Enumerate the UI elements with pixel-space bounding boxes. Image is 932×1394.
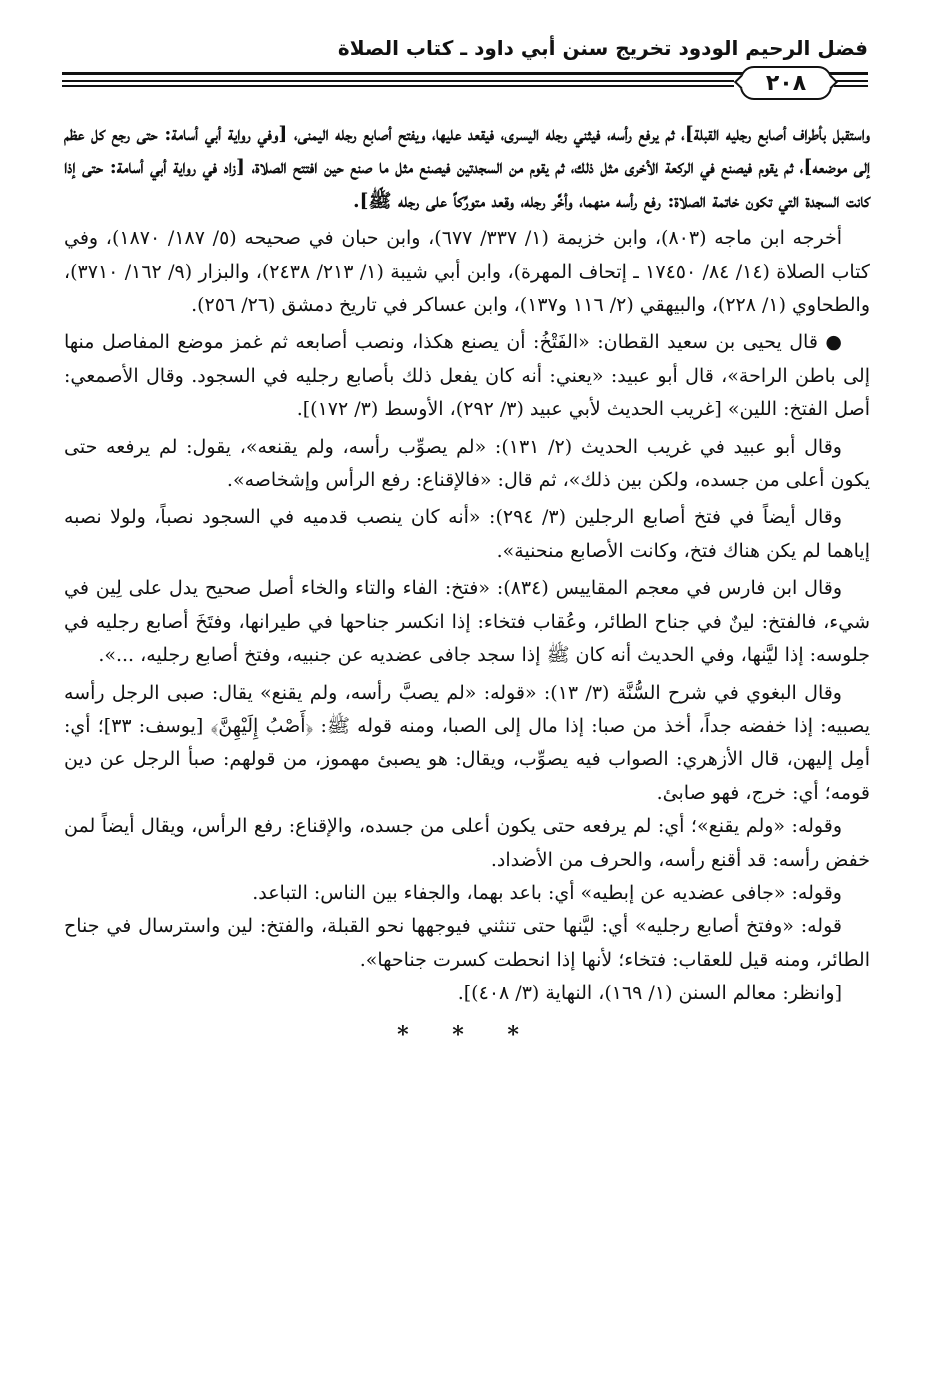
page-header: [62, 34, 868, 70]
commentary-paragraph: وقال البغوي في شرح السُّنَّة (٣/ ١٣): «قوله: «لم يصبَّ رأسه، ولم يقنع» يقال: صبى الرجل رأسه يصبيه: إذا خفضه جداً، أخذ من صبا: إذا مال إلى الصبا، ومنه قوله ﷺ: ﴿أَصْبُ إِلَيْهِنَّ﴾ [يوسف: ٣٣]؛ أي: أمِل إليهن، قال الأزهري: الصواب فيه يصوِّب، ويقال: هو يصبئ مهموز، من قولهم: صبأ الرجل عن دين قومه؛ أي: خرج، فهو صابئ.: [64, 681, 870, 804]
reference-paragraph: [وانظر: معالم السنن (١/ ١٦٩)، النهاية (٣/ ٤٠٨)].: [457, 982, 842, 1005]
commentary-paragraph: قوله: «وفتخ أصابع رجليه» أي: ليَّنها حتى تنثني فيوجهها نحو القبلة، والفتخ: لين واسترسال في جناح الطائر، ومنه قيل للعقاب: فتخاء؛ لأنها إذا انحطت كسرت جناحها».: [64, 915, 870, 971]
takhrij-paragraph: أخرجه ابن ماجه (٨٠٣)، وابن خزيمة (١/ ٣٣٧/ ٦٧٧)، وابن حبان في صحيحه (٥/ ١٨٧/ ١٨٧٠)، وفي كتاب الصلاة (١٤/ ٨٤/ ١٧٤٥٠ ـ إتحاف المهرة)، وابن أبي شيبة (١/ ٢١٣/ ٢٤٣٨)، والبزار (٩/ ١٦٢/ ٣٧١٠)، والطحاوي (١/ ٢٢٨)، والبيهقي (٢/ ١١٦ و١٣٧)، وابن عساكر في تاريخ دمشق (٢٦/ ٢٥٦).: [64, 227, 870, 317]
header-rule-double: [62, 85, 734, 87]
commentary-paragraph: وقوله: «ولم يقنع»؛ أي: لم يرفعه حتى يكون أعلى من جسده، والإقناع: رفع الرأس، ويقال أيضاً لمن خفض رأسه: قد أقنع رأسه، والحرف من الأضداد.: [64, 815, 870, 871]
header-rule-double: [834, 80, 868, 82]
page-number: ٢٠٨: [765, 70, 807, 96]
running-title: فضل الرحيم الودود تخريج سنن أبي داود ـ كتاب الصلاة: [337, 36, 868, 60]
commentary-paragraph: ● قال يحيى بن سعيد القطان: «الفَتْخُ: أن يصنع هكذا، ونصب أصابعه ثم غمز موضع المفاصل منها إلى باطن الراحة»، قال أبو عبيد: «يعني: أنه كان يفعل ذلك بأصابع رجليه في السجود. وقال الأصمعي: أصل الفتخ: اللين» [غريب الحديث لأبي عبيد (٣/ ٢٩٢)، الأوسط (٣/ ١٧٢)].: [64, 331, 870, 421]
commentary-paragraph: وقال ابن فارس في معجم المقاييس (٨٣٤): «فتخ: الفاء والتاء والخاء أصل صحيح يدل على لِين في شيء، فالفتخ: لينٌ في جناح الطائر، وعُقاب فتخاء: إذا انكسر جناحها في طيرانها، وفتَخَ أصابع رجليه في جلوسه: إذا ليَّنها، وفي الحديث أنه كان ﷺ إذا سجد جافى عضديه عن جنبيه، وفتخ أصابع رجليه، ...».: [64, 577, 870, 667]
section-separator-stars: * * *: [397, 1021, 537, 1048]
header-rule-double: [834, 85, 868, 87]
page-body: [64, 118, 870, 1052]
commentary-paragraph: وقوله: «جافى عضديه عن إبطيه» أي: باعد بهما، والجفاء بين الناس: التباعد.: [252, 881, 842, 904]
hadith-text: واستقبل بأطراف أصابع رجليه القبلة]، ثم يرفع رأسه، فيثني رجله اليسرى، فيقعد عليها، ويفتح أصابع رجله اليمنى، [وفي رواية أبي أسامة: حتى رجع كل عظم إلى موضعه]، ثم يقوم فيصنع في الركعة الأخرى مثل ذلك، ثم يقوم من السجدتين فيصنع مثل ما صنع حين افتتح الصلاة، [زاد في رواية أبي أسامة: حتى إذا كانت السجدة التي تكون خاتمة الصلاة: رفع رأسه منهما، وأخَّر رجله، وقعد متورِّكاً على رجله ﷺ].: [64, 123, 870, 212]
page-number-badge: [740, 66, 832, 100]
commentary-paragraph: وقال أبو عبيد في غريب الحديث (٢/ ١٣١): «لم يصوِّب رأسه، ولم يقنعه»، يقول: لم يرفعه حتى يكون أعلى من جسده، ولكن بين ذلك»، ثم قال: «فالإقناع: رفع الرأس وإشخاصه».: [64, 435, 870, 492]
commentary-paragraph: وقال أيضاً في فتخ أصابع الرجلين (٣/ ٢٩٤): «أنه كان ينصب قدميه في السجود نصباً، ولولا نصبه إياهما لم يكن هناك فتخ، وكانت الأصابع منحنية».: [64, 506, 870, 562]
header-rule-double: [62, 80, 734, 82]
